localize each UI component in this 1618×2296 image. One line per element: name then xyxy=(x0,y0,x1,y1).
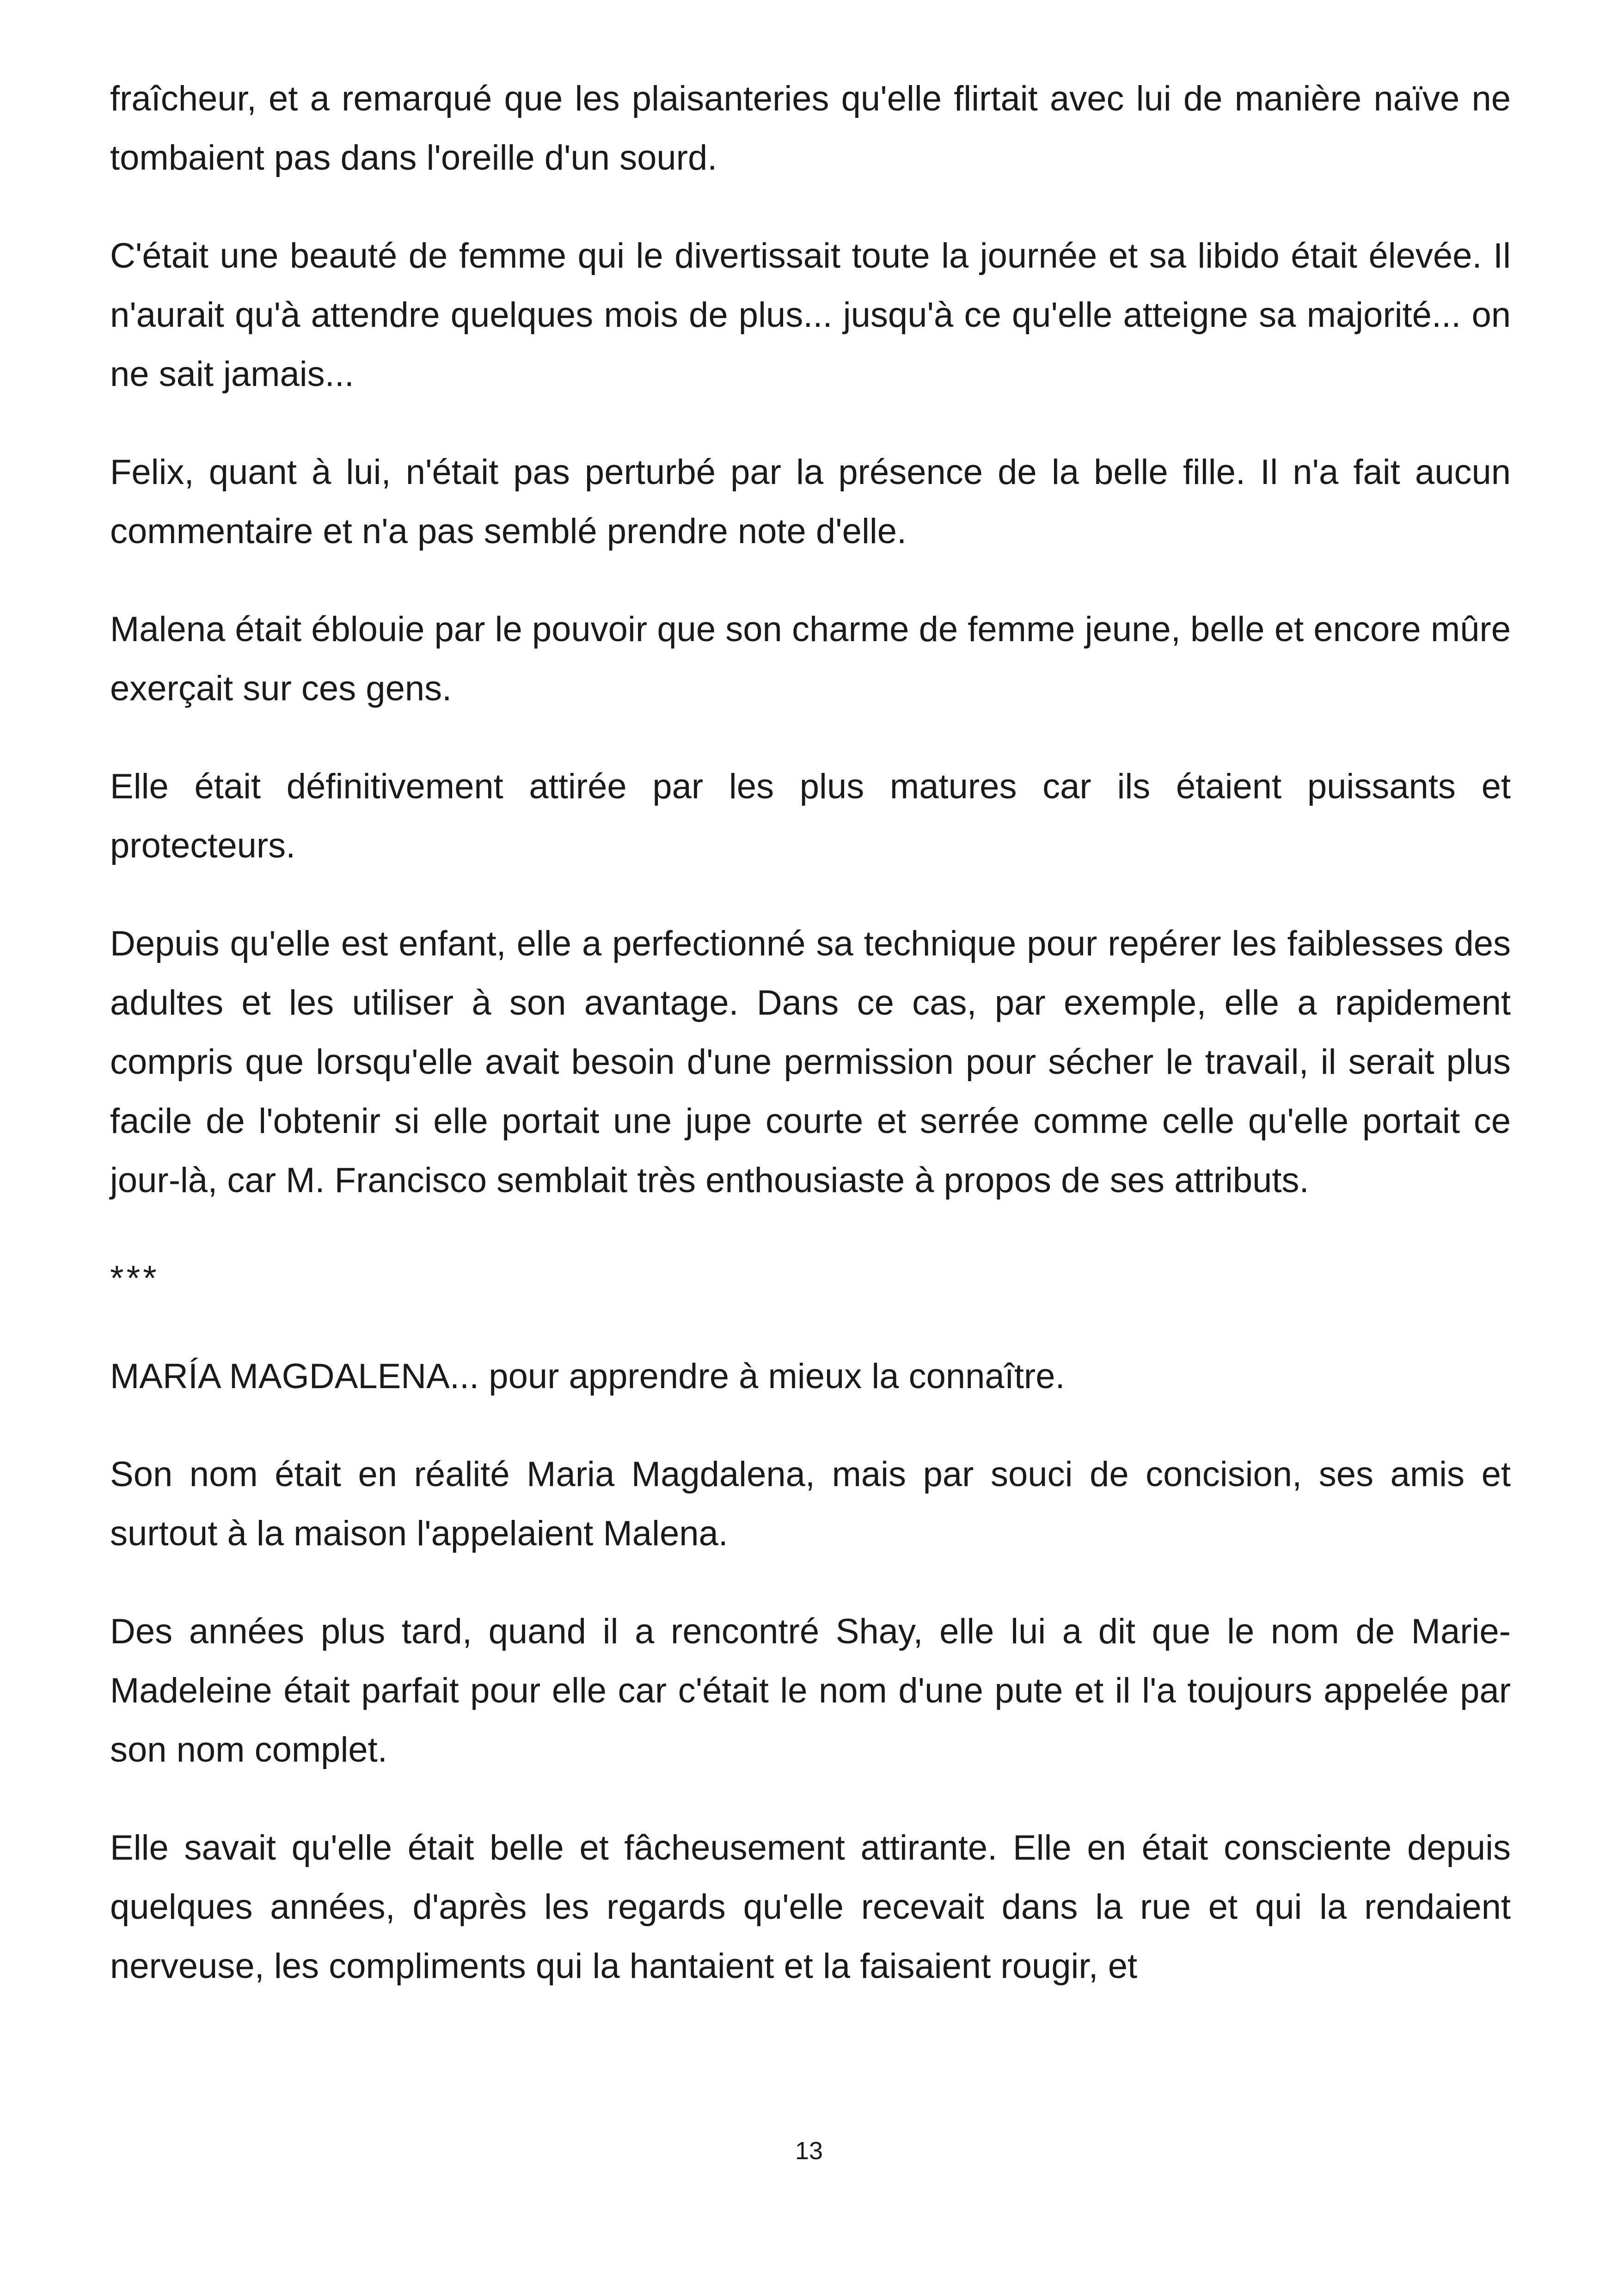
paragraph: Depuis qu'elle est enfant, elle a perfectionné sa technique pour repérer les faiblesses des adultes et les utiliser à son avantage. Dans ce cas, par exemple, elle a rapidement compris que lorsqu'elle avait besoin d'une permission pour sécher le travail, il serait plus facile de l'obtenir si elle portait une jupe courte et serrée comme celle qu'elle portait ce jour-là, car M. Francisco semblait très enthousiaste à propos de ses attributs. xyxy=(110,924,1511,1200)
paragraph: fraîcheur, et a remarqué que les plaisanteries qu'elle flirtait avec lui de manière naïve ne tombaient pas dans l'oreille d'un sourd. xyxy=(110,79,1511,178)
paragraph: Des années plus tard, quand il a rencontré Shay, elle lui a dit que le nom de Marie-Madeleine était parfait pour elle car c'était le nom d'une pute et il l'a toujours appelée par son nom complet. xyxy=(110,1612,1511,1769)
section-heading-line: MARÍA MAGDALENA... pour apprendre à mieux la connaître. xyxy=(110,1357,1065,1396)
paragraph: Elle était définitivement attirée par les plus matures car ils étaient puissants et protecteurs. xyxy=(110,767,1511,865)
paragraph: Son nom était en réalité Maria Magdalena, mais par souci de concision, ses amis et surtout à la maison l'appelaient Malena. xyxy=(110,1455,1511,1553)
paragraph: Malena était éblouie par le pouvoir que son charme de femme jeune, belle et encore mûre exerçait sur ces gens. xyxy=(110,610,1511,708)
paragraph: Felix, quant à lui, n'était pas perturbé par la présence de la belle fille. Il n'a fait aucun commentaire et n'a pas semblé prendre note d'elle. xyxy=(110,453,1511,551)
paragraph: Elle savait qu'elle était belle et fâcheusement attirante. Elle en était consciente depuis quelques années, d'après les regards qu'elle recevait dans la rue et qui la rendaient nerveuse, les compliments qui la hantaient et la faisaient rougir, et xyxy=(110,1828,1511,1986)
page-number: 13 xyxy=(795,2137,823,2165)
paragraph: C'était une beauté de femme qui le divertissait toute la journée et sa libido était élevée. Il n'aurait qu'à attendre quelques mois de plus... jusqu'à ce qu'elle atteigne sa majorité... on ne sait jamais... xyxy=(110,236,1511,394)
body-text xyxy=(110,69,1511,2035)
section-separator: *** xyxy=(110,1259,159,1298)
